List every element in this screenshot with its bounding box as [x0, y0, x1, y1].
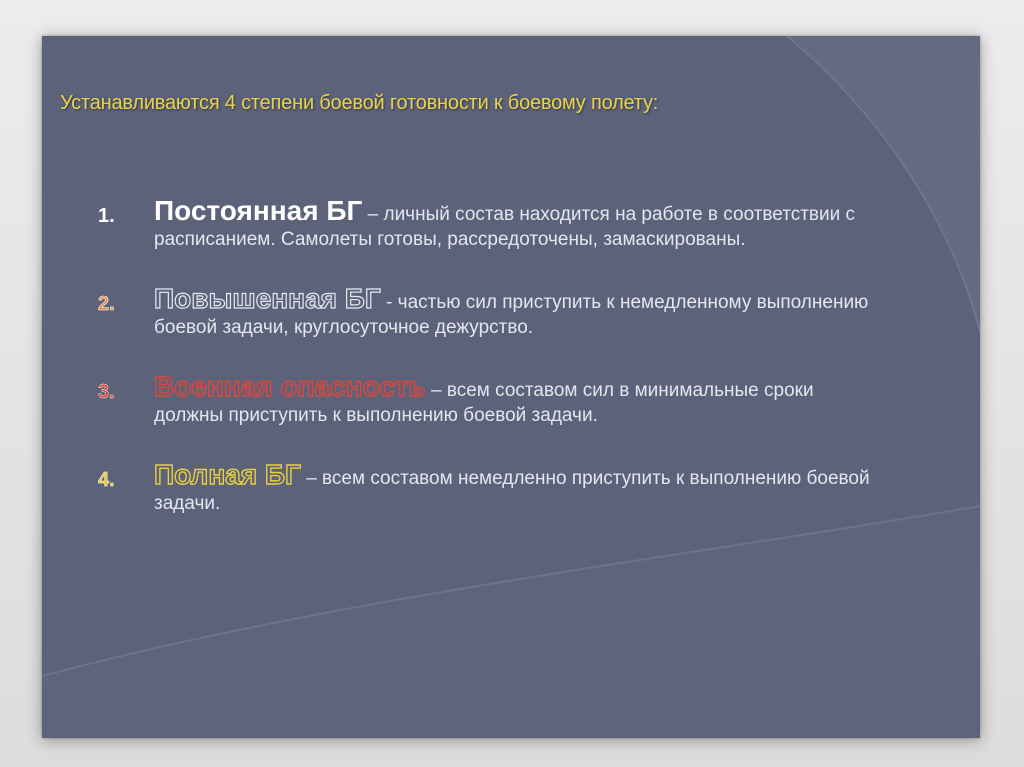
slide — [42, 36, 980, 738]
item-description: – всем составом немедленно приступить к выполнению боевой задачи. — [154, 468, 870, 514]
list-item-3 — [98, 372, 878, 428]
item-description: - частью сил приступить к немедленному выполнению боевой задачи, круглосуточное дежурство. — [154, 292, 869, 338]
list-item-1 — [98, 196, 878, 252]
slide-title: Устанавливаются 4 степени боевой готовности к боевому полету: — [60, 92, 659, 114]
list-item-2 — [98, 284, 878, 340]
item-number: 3. — [98, 381, 115, 403]
item-number: 1. — [98, 205, 115, 227]
item-description: – личный состав находится на работе в соответствии с расписанием. Самолеты готовы, рассредоточены, замаскированы. — [154, 204, 856, 250]
item-number: 4. — [98, 469, 115, 491]
item-term: Повышенная БГ — [154, 283, 381, 314]
list-item-4 — [98, 460, 878, 516]
item-term: Военная опасность — [154, 371, 426, 402]
item-term: Полная БГ — [154, 459, 301, 490]
item-number: 2. — [98, 293, 115, 315]
readiness-list — [98, 196, 878, 548]
item-description: – всем составом сил в минимальные сроки должны приступить к выполнению боевой задачи. — [154, 380, 814, 426]
item-term: Постоянная БГ — [154, 195, 363, 226]
